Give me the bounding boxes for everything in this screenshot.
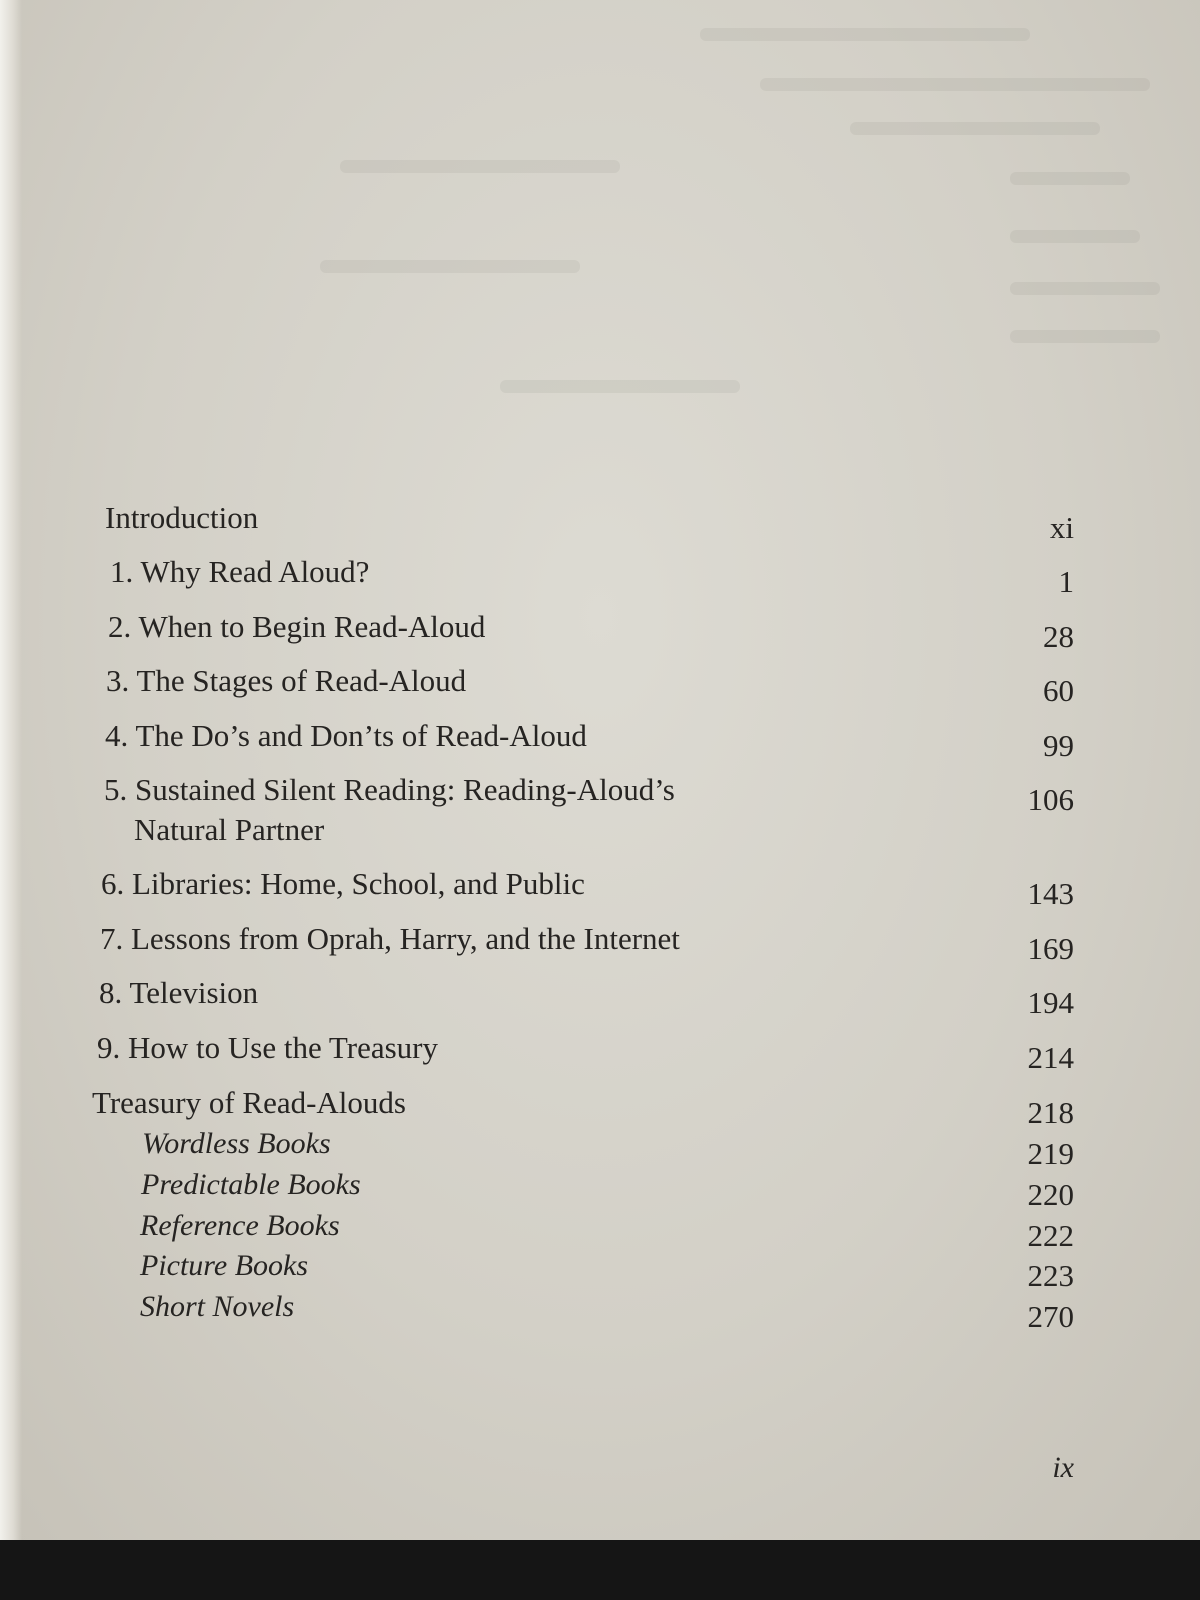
toc-entry-label: 7. Lessons from Oprah, Harry, and the Internet <box>100 921 680 956</box>
toc-entry-label: 1. Why Read Aloud? <box>110 554 370 589</box>
toc-entry-label-continued: Natural Partner <box>134 812 325 847</box>
toc-subentry-short-novels[interactable] <box>140 1287 840 1327</box>
toc-entry-label: 3. The Stages of Read-Aloud <box>106 663 467 698</box>
toc-entry-label: 4. The Do’s and Don’ts of Read-Aloud <box>105 718 587 753</box>
toc-subentry-wordless-books[interactable] <box>142 1124 842 1164</box>
dark-background <box>0 1540 1200 1600</box>
toc-entry-label: 8. Television <box>99 975 259 1010</box>
toc-entry-label: 5. Sustained Silent Reading: Reading-Aloud’s <box>104 772 675 807</box>
toc-page-number: 222 <box>1027 1218 1074 1253</box>
toc-entry-introduction[interactable] <box>105 498 905 538</box>
toc-entry-chapter-1[interactable] <box>110 552 910 592</box>
toc-page-number: 143 <box>1027 876 1074 911</box>
toc-subentry-predictable-books[interactable] <box>141 1165 841 1205</box>
toc-subentry-label: Wordless Books <box>142 1127 331 1160</box>
toc-page-number: 28 <box>1043 619 1074 654</box>
toc-entry-chapter-5[interactable] <box>104 770 904 850</box>
toc-entry-chapter-9[interactable] <box>97 1028 897 1068</box>
toc-page-number: 60 <box>1043 673 1074 708</box>
toc-subentry-label: Predictable Books <box>141 1168 361 1201</box>
toc-entry-treasury[interactable] <box>92 1083 892 1123</box>
toc-entry-label: 6. Libraries: Home, School, and Public <box>101 866 585 901</box>
page-folio: ix <box>1052 1451 1074 1484</box>
toc-page-number: 214 <box>1027 1040 1074 1075</box>
toc-entry-label: 2. When to Begin Read-Aloud <box>108 609 486 644</box>
toc-page-number: 218 <box>1027 1095 1074 1130</box>
toc-entry-label: Introduction <box>105 500 259 535</box>
toc-page-number: 1 <box>1058 564 1074 599</box>
toc-entry-chapter-4[interactable] <box>105 716 905 756</box>
toc-page-number: 270 <box>1027 1299 1074 1334</box>
toc-page-number: 99 <box>1043 728 1074 763</box>
toc-entry-chapter-6[interactable] <box>101 864 901 904</box>
toc-entry-label: Treasury of Read-Alouds <box>92 1085 406 1120</box>
toc-subentry-label: Picture Books <box>140 1249 309 1282</box>
toc-entry-chapter-8[interactable] <box>99 973 899 1013</box>
toc-entry-label: 9. How to Use the Treasury <box>97 1030 438 1065</box>
toc-subentry-picture-books[interactable] <box>140 1246 840 1286</box>
toc-page-number: 106 <box>1027 782 1074 817</box>
toc-page-number: 223 <box>1027 1258 1074 1293</box>
toc-entry-chapter-2[interactable] <box>108 607 908 647</box>
toc-subentry-label: Short Novels <box>140 1290 295 1323</box>
toc-page-number: 219 <box>1027 1136 1074 1171</box>
toc-page-number: 169 <box>1027 931 1074 966</box>
toc-page-number: xi <box>1049 510 1074 545</box>
toc-subentry-reference-books[interactable] <box>140 1206 840 1246</box>
toc-entry-chapter-7[interactable] <box>100 919 900 959</box>
toc-entry-chapter-3[interactable] <box>106 661 906 701</box>
toc-page-number: 220 <box>1027 1177 1074 1212</box>
toc-page-number: 194 <box>1027 985 1074 1020</box>
toc-subentry-label: Reference Books <box>140 1209 340 1242</box>
